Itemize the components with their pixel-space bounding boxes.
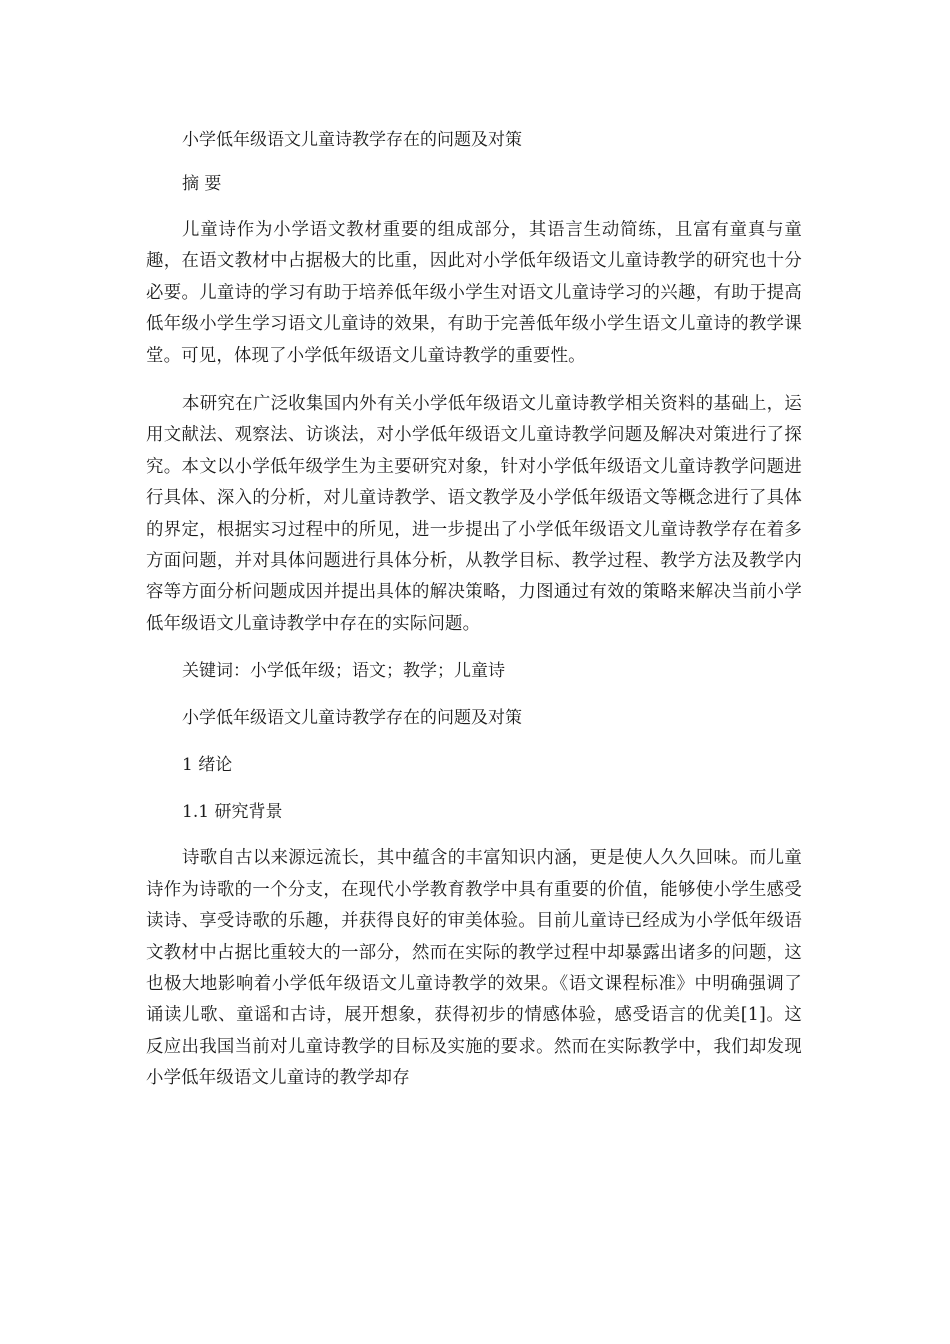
document-page xyxy=(146,117,802,1095)
abstract-heading: 摘 要 xyxy=(182,174,222,194)
section-1-1-heading: 1.1 研究背景 xyxy=(182,802,283,823)
abstract-paragraph-1: 儿童诗作为小学语文教材重要的组成部分，其语言生动简练，且富有童真与童趣，在语文教材中占据极大的比重，因此对小学低年级语文儿童诗教学的研究也十分必要。儿童诗的学习有助于培养低年级小学生对语文儿童诗学习的兴趣，有助于提高低年级小学生学习语文儿童诗的效果，有助于完善低年级小学生语文儿童诗的教学课堂。可见，体现了小学低年级语文儿童诗教学的重要性。 xyxy=(146,220,802,366)
keywords-line: 关键词：小学低年级；语文；教学；儿童诗 xyxy=(182,661,505,682)
section-1-heading: 1 绪论 xyxy=(182,755,233,776)
abstract-paragraph-2: 本研究在广泛收集国内外有关小学低年级语文儿童诗教学相关资料的基础上，运用文献法、观察法、访谈法，对小学低年级语文儿童诗教学问题及解决对策进行了探究。本文以小学低年级学生为主要研究对象，针对小学低年级语文儿童诗教学问题进行具体、深入的分析，对儿童诗教学、语文教学及小学低年级语文等概念进行了具体的界定，根据实习过程中的所见，进一步提出了小学低年级语文儿童诗教学存在着多方面问题，并对具体问题进行具体分析，从教学目标、教学过程、教学方法及教学内容等方面分析问题成因并提出具体的解决策略，力图通过有效的策略来解决当前小学低年级语文儿童诗教学中存在的实际问题。 xyxy=(146,394,802,634)
document-title: 小学低年级语文儿童诗教学存在的问题及对策 xyxy=(182,130,522,150)
section-1-1-paragraph-1: 诗歌自古以来源远流长，其中蕴含的丰富知识内涵，更是使人久久回味。而儿童诗作为诗歌的一个分支，在现代小学教育教学中具有重要的价值，能够使小学生感受读诗、享受诗歌的乐趣，并获得良好的审美体验。目前儿童诗已经成为小学低年级语文教材中占据比重较大的一部分，然而在实际的教学过程中却暴露出诸多的问题，这也极大地影响着小学低年级语文儿童诗教学的效果。《语文课程标准》中明确强调了诵读儿歌、童谣和古诗，展开想象，获得初步的情感体验，感受语言的优美[1]。这反应出我国当前对儿童诗教学的目标及实施的要求。然而在实际教学中，我们却发现小学低年级语文儿童诗的教学却存 xyxy=(146,848,802,1089)
document-title-repeat: 小学低年级语文儿童诗教学存在的问题及对策 xyxy=(182,708,522,729)
